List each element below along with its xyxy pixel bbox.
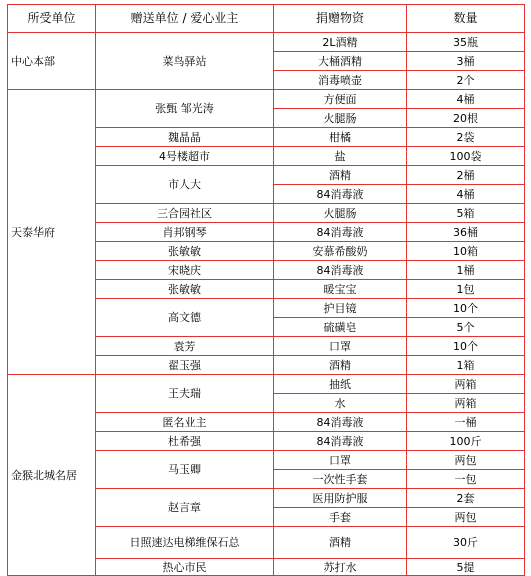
item-cell: 酒精 bbox=[274, 166, 407, 185]
item-cell: 盐 bbox=[274, 147, 407, 166]
donor-cell: 日照速达电梯维保石总 bbox=[96, 527, 274, 559]
item-cell: 方便面 bbox=[274, 90, 407, 109]
donor-cell: 袁芳 bbox=[96, 337, 274, 356]
quantity-cell: 4桶 bbox=[407, 90, 525, 109]
quantity-cell: 10箱 bbox=[407, 242, 525, 261]
item-cell: 火腿肠 bbox=[274, 109, 407, 128]
recipient-unit-cell: 中心本部 bbox=[8, 33, 96, 90]
item-cell: 抽纸 bbox=[274, 375, 407, 394]
donor-cell: 翟玉强 bbox=[96, 356, 274, 375]
header-donor: 赠送单位 / 爱心业主 bbox=[96, 5, 274, 33]
donor-cell: 杜希强 bbox=[96, 432, 274, 451]
header-recipient-unit: 所受单位 bbox=[8, 5, 96, 33]
item-cell: 84消毒液 bbox=[274, 185, 407, 204]
donor-cell: 张敏敏 bbox=[96, 242, 274, 261]
header-quantity: 数量 bbox=[407, 5, 525, 33]
header-row bbox=[8, 5, 525, 33]
recipient-unit-cell: 金猴北城名居 bbox=[8, 375, 96, 576]
item-cell: 安慕希酸奶 bbox=[274, 242, 407, 261]
donor-cell: 4号楼超市 bbox=[96, 147, 274, 166]
item-cell: 84消毒液 bbox=[274, 413, 407, 432]
donor-cell: 王夫瑞 bbox=[96, 375, 274, 413]
quantity-cell: 两包 bbox=[407, 451, 525, 470]
header-donated-item: 捐赠物资 bbox=[274, 5, 407, 33]
quantity-cell: 2套 bbox=[407, 489, 525, 508]
item-cell: 护目镜 bbox=[274, 299, 407, 318]
quantity-cell: 一包 bbox=[407, 470, 525, 489]
donor-cell: 马玉卿 bbox=[96, 451, 274, 489]
quantity-cell: 100袋 bbox=[407, 147, 525, 166]
quantity-cell: 3桶 bbox=[407, 52, 525, 71]
donor-cell: 肖邦钢琴 bbox=[96, 223, 274, 242]
quantity-cell: 1桶 bbox=[407, 261, 525, 280]
table-row bbox=[8, 90, 525, 109]
quantity-cell: 4桶 bbox=[407, 185, 525, 204]
recipient-unit-cell: 天泰华府 bbox=[8, 90, 96, 375]
quantity-cell: 一桶 bbox=[407, 413, 525, 432]
item-cell: 硫磺皂 bbox=[274, 318, 407, 337]
quantity-cell: 两包 bbox=[407, 508, 525, 527]
item-cell: 口罩 bbox=[274, 337, 407, 356]
item-cell: 84消毒液 bbox=[274, 432, 407, 451]
donor-cell: 高文德 bbox=[96, 299, 274, 337]
item-cell: 手套 bbox=[274, 508, 407, 527]
item-cell: 84消毒液 bbox=[274, 223, 407, 242]
donor-cell: 市人大 bbox=[96, 166, 274, 204]
item-cell: 柑橘 bbox=[274, 128, 407, 147]
table-row bbox=[8, 33, 525, 52]
item-cell: 84消毒液 bbox=[274, 261, 407, 280]
donor-cell: 赵言章 bbox=[96, 489, 274, 527]
donation-table-sheet bbox=[7, 4, 524, 574]
donor-cell: 热心市民 bbox=[96, 559, 274, 576]
donor-cell: 张敏敏 bbox=[96, 280, 274, 299]
item-cell: 消毒喷壶 bbox=[274, 71, 407, 90]
donor-cell: 匿名业主 bbox=[96, 413, 274, 432]
quantity-cell: 2桶 bbox=[407, 166, 525, 185]
item-cell: 医用防护服 bbox=[274, 489, 407, 508]
quantity-cell: 10个 bbox=[407, 299, 525, 318]
item-cell: 苏打水 bbox=[274, 559, 407, 576]
item-cell: 口罩 bbox=[274, 451, 407, 470]
quantity-cell: 20根 bbox=[407, 109, 525, 128]
quantity-cell: 100斤 bbox=[407, 432, 525, 451]
quantity-cell: 2个 bbox=[407, 71, 525, 90]
donor-cell: 魏晶晶 bbox=[96, 128, 274, 147]
quantity-cell: 两箱 bbox=[407, 394, 525, 413]
quantity-cell: 30斤 bbox=[407, 527, 525, 559]
donor-cell: 宋晓庆 bbox=[96, 261, 274, 280]
donor-cell: 三合园社区 bbox=[96, 204, 274, 223]
quantity-cell: 5个 bbox=[407, 318, 525, 337]
quantity-cell: 1箱 bbox=[407, 356, 525, 375]
quantity-cell: 两箱 bbox=[407, 375, 525, 394]
item-cell: 水 bbox=[274, 394, 407, 413]
item-cell: 火腿肠 bbox=[274, 204, 407, 223]
quantity-cell: 5提 bbox=[407, 559, 525, 576]
quantity-cell: 2袋 bbox=[407, 128, 525, 147]
donation-table-body bbox=[8, 5, 525, 576]
donor-cell: 张甄 邹光涛 bbox=[96, 90, 274, 128]
quantity-cell: 36桶 bbox=[407, 223, 525, 242]
quantity-cell: 10个 bbox=[407, 337, 525, 356]
donation-table bbox=[7, 4, 525, 576]
item-cell: 一次性手套 bbox=[274, 470, 407, 489]
item-cell: 2L酒精 bbox=[274, 33, 407, 52]
item-cell: 酒精 bbox=[274, 527, 407, 559]
item-cell: 大桶酒精 bbox=[274, 52, 407, 71]
table-row bbox=[8, 375, 525, 394]
donor-cell: 菜鸟驿站 bbox=[96, 33, 274, 90]
item-cell: 暖宝宝 bbox=[274, 280, 407, 299]
quantity-cell: 1包 bbox=[407, 280, 525, 299]
quantity-cell: 5箱 bbox=[407, 204, 525, 223]
item-cell: 酒精 bbox=[274, 356, 407, 375]
quantity-cell: 35瓶 bbox=[407, 33, 525, 52]
